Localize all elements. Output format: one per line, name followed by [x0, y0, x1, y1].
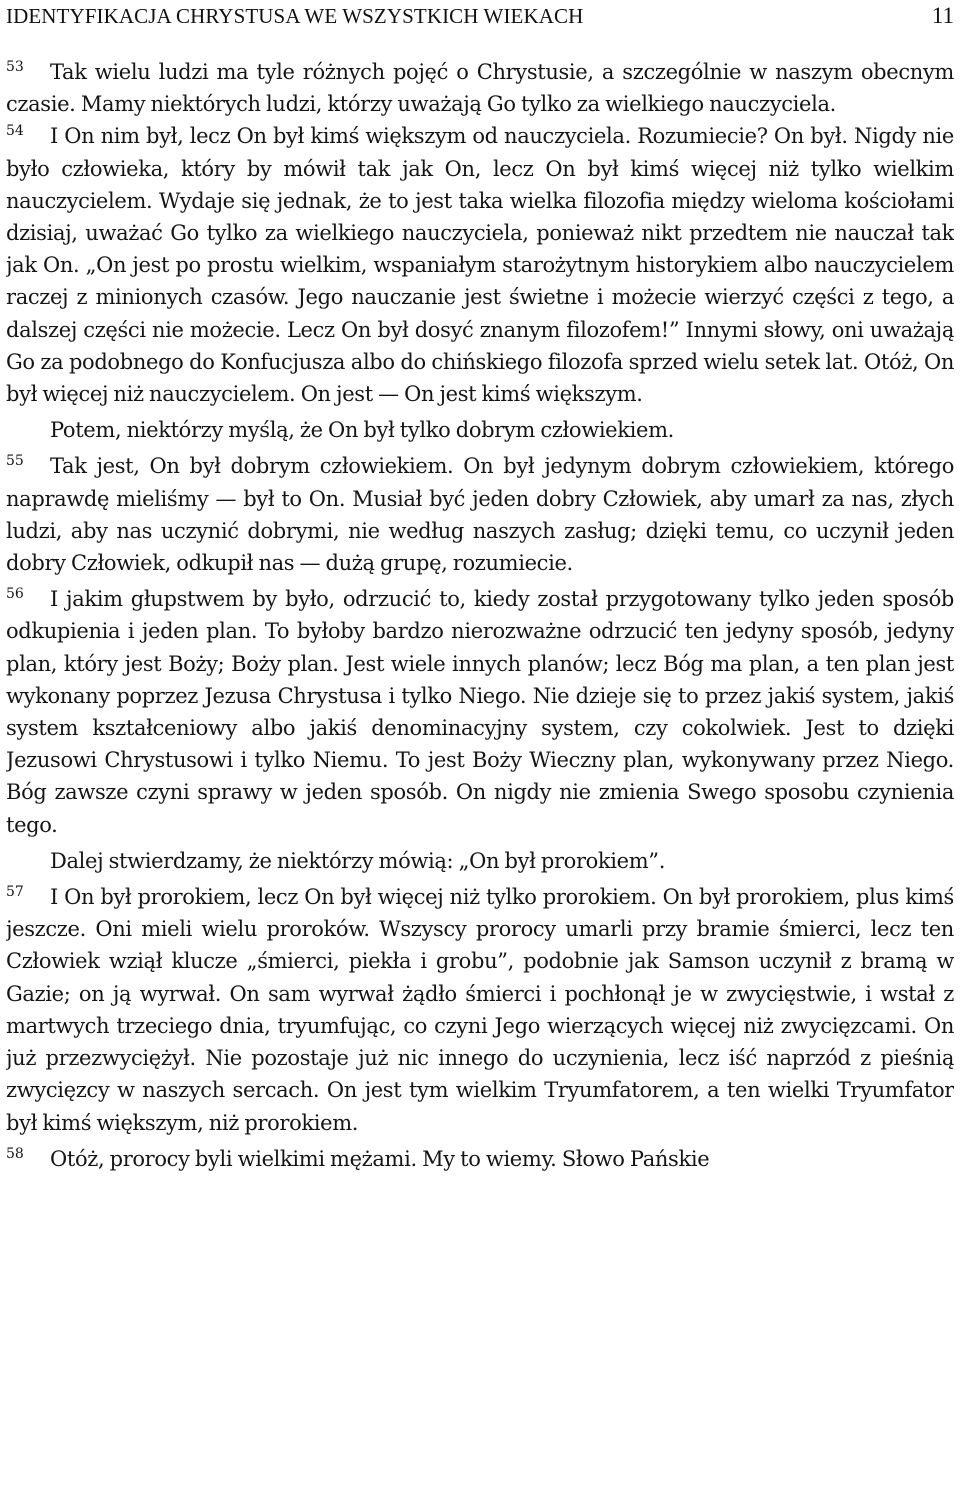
- body-text: [6, 56, 954, 1175]
- paragraph-53: 53 Tak wielu ludzi ma tyle różnych pojęć o Chrystusie, a szczególnie w naszym obecnym czasie. Mamy niektórych ludzi, którzy uważają Go tylko za wielkiego nauczyciela.: [6, 59, 954, 117]
- paragraph-55: 55 Tak jest, On był dobrym człowiekiem. On był jedynym dobrym człowiekiem, którego naprawdę mieliśmy — był to On. Musiał być jeden dobry Człowiek, aby umarł za nas, złych ludzi, aby nas uczynić dobrymi, nie według naszych zasług; dzięki temu, co uczynił jeden dobry Człowiek, odkupił nas — dużą grupę, rozumiecie.: [6, 453, 954, 576]
- running-title: IDENTYFIKACJA CHRYSTUSA WE WSZYSTKICH WIEKACH: [6, 4, 584, 28]
- paragraph-58: 58 Otóż, prorocy byli wielkimi mężami. My to wiemy. Słowo Pańskie: [6, 1145, 710, 1171]
- document-page: [6, 0, 954, 1488]
- paragraph-text: Tak wielu ludzi ma tyle różnych pojęć o Chrystusie, a szczególnie w naszym obecnym czasie. Mamy niektórych ludzi, którzy uważają Go tylko za wielkiego nauczyciela.: [6, 60, 954, 117]
- paragraph-text: I jakim głupstwem by było, odrzucić to, kiedy został przygotowany tylko jeden sposób odkupienia i jeden plan. To byłoby bardzo nierozważne odrzucić ten jedyny sposób, jedyny plan, który jest Boży; Boży plan. Jest wiele innych planów; lecz Bóg ma plan, a ten plan jest wykonany poprzez Jezusa Chrystusa i tylko Niego. Nie dzieje się to przez jakiś system, jakiś system kształceniowy albo jakiś denominacyjny system, czy cokolwiek. Jest to dzięki Jezusowi Chrystusowi i tylko Niemu. To jest Boży Wieczny plan, wykonywany przez Niego. Bóg zawsze czyni sprawy w jeden sposób. On nigdy nie zmienia Swego sposobu czynienia tego.: [6, 587, 954, 837]
- page-header: [6, 2, 954, 32]
- paragraph-56: 56 I jakim głupstwem by było, odrzucić to, kiedy został przygotowany tylko jeden sposób odkupienia i jeden plan. To byłoby bardzo nierozważne odrzucić ten jedyny sposób, jedyny plan, który jest Boży; Boży plan. Jest wiele innych planów; lecz Bóg ma plan, a ten plan jest wykonany poprzez Jezusa Chrystusa i tylko Niego. Nie dzieje się to przez jakiś system, jakiś system kształceniowy albo jakiś denominacyjny system, czy cokolwiek. Jest to dzięki Jezusowi Chrystusowi i tylko Niemu. To jest Boży Wieczny plan, wykonywany przez Niego. Bóg zawsze czyni sprawy w jeden sposób. On nigdy nie zmienia Swego sposobu czynienia tego.: [6, 586, 954, 837]
- paragraph-54: 54 I On nim był, lecz On był kimś większym od nauczyciela. Rozumiecie? On był. Nigdy nie było człowieka, który by mówił tak jak On, lecz On był kimś więcej niż tylko wielkim nauczycielem. Wydaje się jednak, że to jest taka wielka filozofia między wieloma kościołami dzisiaj, uważać Go tylko za wielkiego nauczyciela, ponieważ nikt przedtem nie nauczał tak jak On. „On jest po prostu wielkim, wspaniałym starożytnym historykiem albo nauczycielem raczej z minionych czasów. Jego nauczanie jest świetne i możecie wierzyć części z tego, a dalszej części nie możecie. Lecz On był dosyć znanym filozofem!” Innymi słowy, oni uważają Go za podobnego do Konfucjusza albo do chińskiego filozofa sprzed wielu setek lat. Otóż, On był więcej niż nauczycielem. On jest — On jest kimś większym.: [6, 123, 954, 407]
- paragraph-text: I On był prorokiem, lecz On był więcej niż tylko prorokiem. On był prorokiem, plus kimś jeszcze. Oni mieli wielu proroków. Wszyscy prorocy umarli przy bramie śmierci, lecz ten Człowiek wziął klucze „śmierci, piekła i grobu”, podobnie jak Samson uczynił z bramą w Gazie; on ją wyrwał. On sam wyrwał żądło śmierci i pochłonął je w zwycięstwie, i wstał z martwych trzeciego dnia, tryumfując, co czyni Jego wierzących więcej niż zwycięzcami. On już przezwyciężył. Nie pozostaje już nic innego do uczynienia, lecz iść naprzód z pieśnią zwycięzcy w naszych sercach. On jest tym wielkim Tryumfatorem, a ten wielki Tryumfator był kimś większym, niż prorokiem.: [6, 885, 954, 1135]
- paragraph-57: 57 I On był prorokiem, lecz On był więcej niż tylko prorokiem. On był prorokiem, plus kimś jeszcze. Oni mieli wielu proroków. Wszyscy prorocy umarli przy bramie śmierci, lecz ten Człowiek wziął klucze „śmierci, piekła i grobu”, podobnie jak Samson uczynił z bramą w Gazie; on ją wyrwał. On sam wyrwał żądło śmierci i pochłonął je w zwycięstwie, i wstał z martwych trzeciego dnia, tryumfując, co czyni Jego wierzących więcej niż zwycięzcami. On już przezwyciężył. Nie pozostaje już nic innego do uczynienia, lecz iść naprzód z pieśnią zwycięzcy w naszych sercach. On jest tym wielkim Tryumfatorem, a ten wielki Tryumfator był kimś większym, niż prorokiem.: [6, 884, 954, 1135]
- paragraph-text: Potem, niektórzy myślą, że On był tylko dobrym człowiekiem.: [50, 418, 674, 443]
- paragraph-text: I On nim był, lecz On był kimś większym od nauczyciela. Rozumiecie? On był. Nigdy nie było człowieka, który by mówił tak jak On, lecz On był kimś więcej niż tylko wielkim nauczycielem. Wydaje się jednak, że to jest taka wielka filozofia między wieloma kościołami dzisiaj, uważać Go tylko za wielkiego nauczyciela, ponieważ nikt przedtem nie nauczał tak jak On. „On jest po prostu wielkim, wspaniałym starożytnym historykiem albo nauczycielem raczej z minionych czasów. Jego nauczanie jest świetne i możecie wierzyć części z tego, a dalszej części nie możecie. Lecz On był dosyć znanym filozofem!” Innymi słowy, oni uważają Go za podobnego do Konfucjusza albo do chińskiego filozofa sprzed wielu setek lat. Otóż, On był więcej niż nauczycielem. On jest — On jest kimś większym.: [6, 124, 954, 407]
- paragraph-text: Otóż, prorocy byli wielkimi mężami. My to wiemy. Słowo Pańskie: [50, 1146, 710, 1171]
- page-number: 11: [931, 3, 954, 28]
- paragraph-unnumbered: [6, 414, 954, 446]
- paragraph-text: Tak jest, On był dobrym człowiekiem. On był jedynym dobrym człowiekiem, którego naprawdę mieliśmy — był to On. Musiał być jeden dobry Człowiek, aby umarł za nas, złych ludzi, aby nas uczynić dobrymi, nie według naszych zasług; dzięki temu, co uczynił jeden dobry Człowiek, odkupił nas — dużą grupę, rozumiecie.: [6, 454, 954, 576]
- paragraph-text: Dalej stwierdzamy, że niektórzy mówią: „On był prorokiem”.: [50, 848, 666, 873]
- paragraph-unnumbered: [6, 845, 954, 877]
